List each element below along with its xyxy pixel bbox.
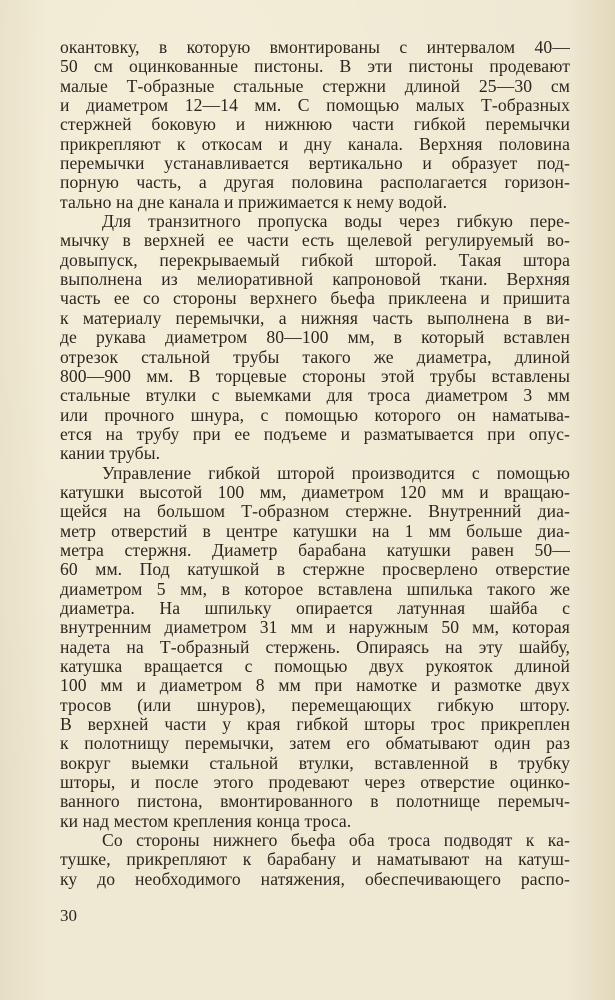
text-line: перемычки устанавливается вертикально и образует под- [60, 154, 570, 174]
text-line: ки над местом крепления конца троса. [60, 811, 352, 831]
text-line: кании трубы. [60, 444, 161, 464]
text-line: и диаметром 12—14 мм. С помощью малых Т-образных [60, 96, 570, 116]
text-line: отрезок стальной трубы такого же диаметра, длиной [60, 347, 570, 367]
text-line: В верхней части у края гибкой шторы трос прикреплен [60, 715, 570, 735]
text-line: 60 мм. Под катушкой в стержне просверлено отверстие [60, 560, 570, 580]
text-line: тросов (или шнуров), перемещающих гибкую штору. [60, 695, 570, 715]
text-line: внутренним диаметром 31 мм и наружным 50 мм, которая [60, 618, 570, 638]
text-line: тушке, прикрепляют к барабану и наматывают на катуш- [60, 850, 570, 870]
text-line: 100 мм и диаметром 8 мм при намотке и размотке двух [60, 676, 570, 696]
text-line: диаметром 5 мм, в которое вставлена шпилька такого же [60, 579, 570, 599]
text-line: мычку в верхней ее части есть щелевой регулируемый во- [60, 231, 570, 251]
text-line: к полотнищу перемычки, затем его обматывают один раз [60, 734, 570, 754]
text-line: выполнена из мелиоративной капроновой ткани. Верхняя [60, 270, 570, 290]
text-line: вокруг выемки стальной втулки, вставленной в трубку [60, 753, 570, 773]
text-line: ванного пистона, вмонтированного в полотнище перемыч- [60, 792, 570, 812]
text-line: диаметра. На шпильку опирается латунная шайба с [60, 598, 570, 618]
text-line: к материалу перемычки, а нижняя часть выполнена в ви- [60, 308, 570, 328]
text-line: ку до необходимого натяжения, обеспечивающего распо- [60, 869, 570, 889]
text-line: стальные втулки с выемками для троса диаметром 3 мм [60, 386, 570, 406]
text-line: катушка вращается с помощью двух рукояток длиной [60, 657, 570, 676]
text-line: часть ее со стороны верхнего бьефа приклеена и пришита [60, 289, 570, 309]
text-line: порную часть, а другая половина располагается горизон- [60, 173, 570, 193]
text-line: стержней боковую и нижнюю части гибкой перемычки [60, 115, 570, 135]
paragraph-start-line: Со стороны нижнего бьефа оба троса подводят к ка- [102, 831, 570, 851]
text-line: довыпуск, перекрываемый гибкой шторой. Такая штора [60, 250, 570, 270]
text-line: или прочного шнура, с помощью которого он наматыва- [60, 405, 570, 425]
text-line: тально на дне канала и прижимается к нему водой. [60, 192, 448, 212]
text-line: 800—900 мм. В торцевые стороны этой трубы вставлены [60, 366, 570, 386]
text-line: 50 см оцинкованные пистоны. В эти пистоны продевают [60, 57, 570, 77]
page-number: 30 [60, 906, 77, 925]
paragraph-start-line: Для транзитного пропуска воды через гибкую пере- [102, 212, 570, 232]
paragraph-start-line: Управление гибкой шторой производится с помощью [102, 463, 570, 483]
text-line: щейся на большом Т-образном стержне. Внутренний диа- [60, 502, 570, 522]
text-line: надета на Т-образный стержень. Опираясь на эту шайбу, [60, 637, 570, 657]
text-line: де рукава диаметром 80—100 мм, в который вставлен [60, 328, 570, 348]
text-line: метр отверстий в центре катушки на 1 мм больше диа- [60, 521, 570, 541]
text-line: катушки высотой 100 мм, диаметром 120 мм и вращаю- [60, 482, 570, 502]
text-line: шторы, и после этого продевают через отверстие оцинко- [60, 773, 570, 793]
body-text [60, 38, 570, 889]
text-line: прикрепляют к откосам и дну канала. Верхняя половина [60, 134, 570, 154]
text-line: малые Т-образные стальные стержни длиной 25—30 см [60, 76, 570, 96]
text-line: ется на трубу при ее подъеме и разматывается при опус- [60, 424, 570, 444]
text-line: метра стержня. Диаметр барабана катушки равен 50— [60, 540, 570, 560]
text-line: окантовку, в которую вмонтированы с интервалом 40— [60, 38, 570, 57]
